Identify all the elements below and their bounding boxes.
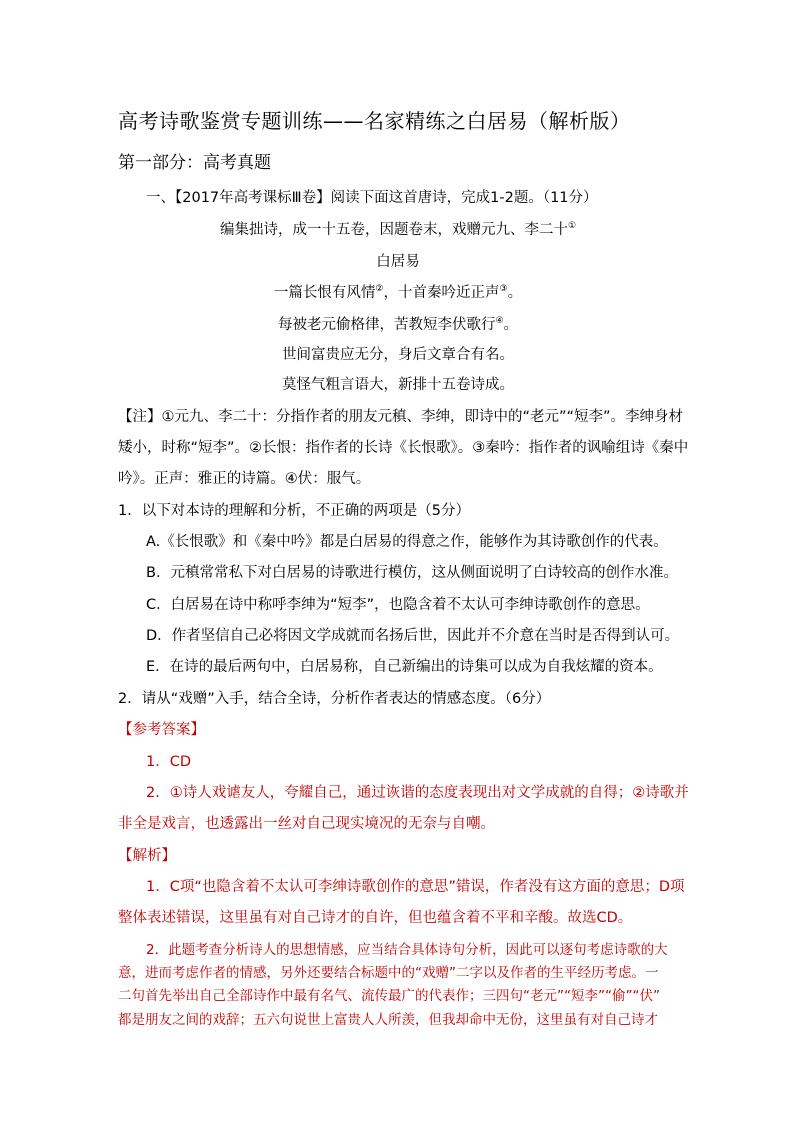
poem-line-1-c: 。 [507,285,523,301]
question-1-option-d: D．作者坚信自己必将因文学成就而名扬后世，因此并不介意在当时是否得到认可。 [146,628,680,644]
analysis-2-line-1: 2．此题考查分析诗人的思想情感，应当结合具体诗句分析，因此可以逐句考虑诗歌的大 [146,942,668,958]
analysis-1-line-2: 整体表述错误，这里虽有对自己诗才的自许，但也蕴含着不平和辛酸。故选CD。 [118,910,633,926]
analysis-1-line-1: 1．C项“也隐含着不太认可李绅诗歌创作的意思”错误，作者没有这方面的意思；D项 [146,879,685,895]
answer-2-line-1: 2．①诗人戏谑友人，夸耀自己，通过诙谐的态度表现出对文学成就的自得；②诗歌并 [146,785,689,801]
question-1-stem: 1．以下对本诗的理解和分析，不正确的两项是（5分） [118,503,470,519]
answer-1: 1．CD [146,754,192,770]
notes-line-3: 吟》。正声：雅正的诗篇。④伏：服气。 [118,471,371,487]
question-1-option-a: A.《长恨歌》和《秦中吟》都是白居易的得意之作，能够作为其诗歌创作的代表。 [146,534,668,550]
notes-line-2: 矮小，时称“短李”。②长恨：指作者的长诗《长恨歌》。③秦吟：指作者的讽喻组诗《秦中 [118,440,689,456]
poem-line-2-b: 。 [503,317,519,333]
analysis-heading: 【解析】 [118,848,176,864]
poem-line-4: 莫怪气粗言语大，新排十五卷诗成。 [282,377,514,393]
poem-note-4: ④ [495,316,504,327]
poem-line-2-a: 每被老元偷格律，苦教短李伏歌行 [277,317,496,333]
question-2-stem: 2．请从“戏赠”入手，结合全诗，分析作者表达的情感态度。（6分） [118,691,551,707]
question-intro: 一、【2017年高考课标Ⅲ卷】阅读下面这首唐诗，完成1-2题。（11分） [146,190,598,206]
notes-line-1: 【注】①元九、李二十：分指作者的朋友元稹、李绅，即诗中的“老元”“短李”。李绅身材 [118,409,684,425]
analysis-2-line-3: 二句首先举出自己全部诗作中最有名气、流传最广的代表作；三四句“老元”“短李”“偷”“伏” [118,988,660,1004]
question-1-option-c: C．白居易在诗中称呼李绅为“短李”，也隐含着不太认可李绅诗歌创作的意思。 [146,597,650,613]
poem-line-1 [118,281,678,302]
analysis-2-line-4: 都是朋友之间的戏辞；五六句说世上富贵人人所羡，但我却命中无份，这里虽有对自己诗才 [118,1012,658,1028]
poem-author: 白居易 [376,254,420,270]
answer-heading: 【参考答案】 [118,722,205,738]
poem-title-note: ① [567,221,577,232]
answer-2-line-2: 非全是戏言，也透露出一丝对自己现实境况的无奈与自嘲。 [118,816,495,832]
poem-note-3: ③ [499,284,508,295]
poem-title-text: 编集拙诗，成一十五卷，因题卷末，戏赠元九、李二十 [219,222,568,238]
document-title: 高考诗歌鉴赏专题训练——名家精练之白居易（解析版） [118,109,631,133]
part-heading: 第一部分：高考真题 [118,153,271,173]
question-1-option-e: E．在诗的最后两句中，白居易称，自己新编出的诗集可以成为自我炫耀的资本。 [146,659,663,675]
analysis-2-line-2: 意，进而考虑作者的情感，另外还要结合标题中的“戏赠”二字以及作者的生平经历考虑。一 [118,965,659,981]
poem-line-2 [118,313,678,334]
poem-line-3: 世间富贵应无分，身后文章合有名。 [282,347,514,363]
poem-note-2: ② [375,284,384,295]
poem-line-1-b: ，十首秦吟近正声 [383,285,500,301]
question-1-option-b: B．元稹常常私下对白居易的诗歌进行模仿，这从侧面说明了白诗较高的创作水准。 [146,565,678,581]
poem-title [118,218,678,239]
poem-line-1-a: 一篇长恨有风情 [273,285,376,301]
